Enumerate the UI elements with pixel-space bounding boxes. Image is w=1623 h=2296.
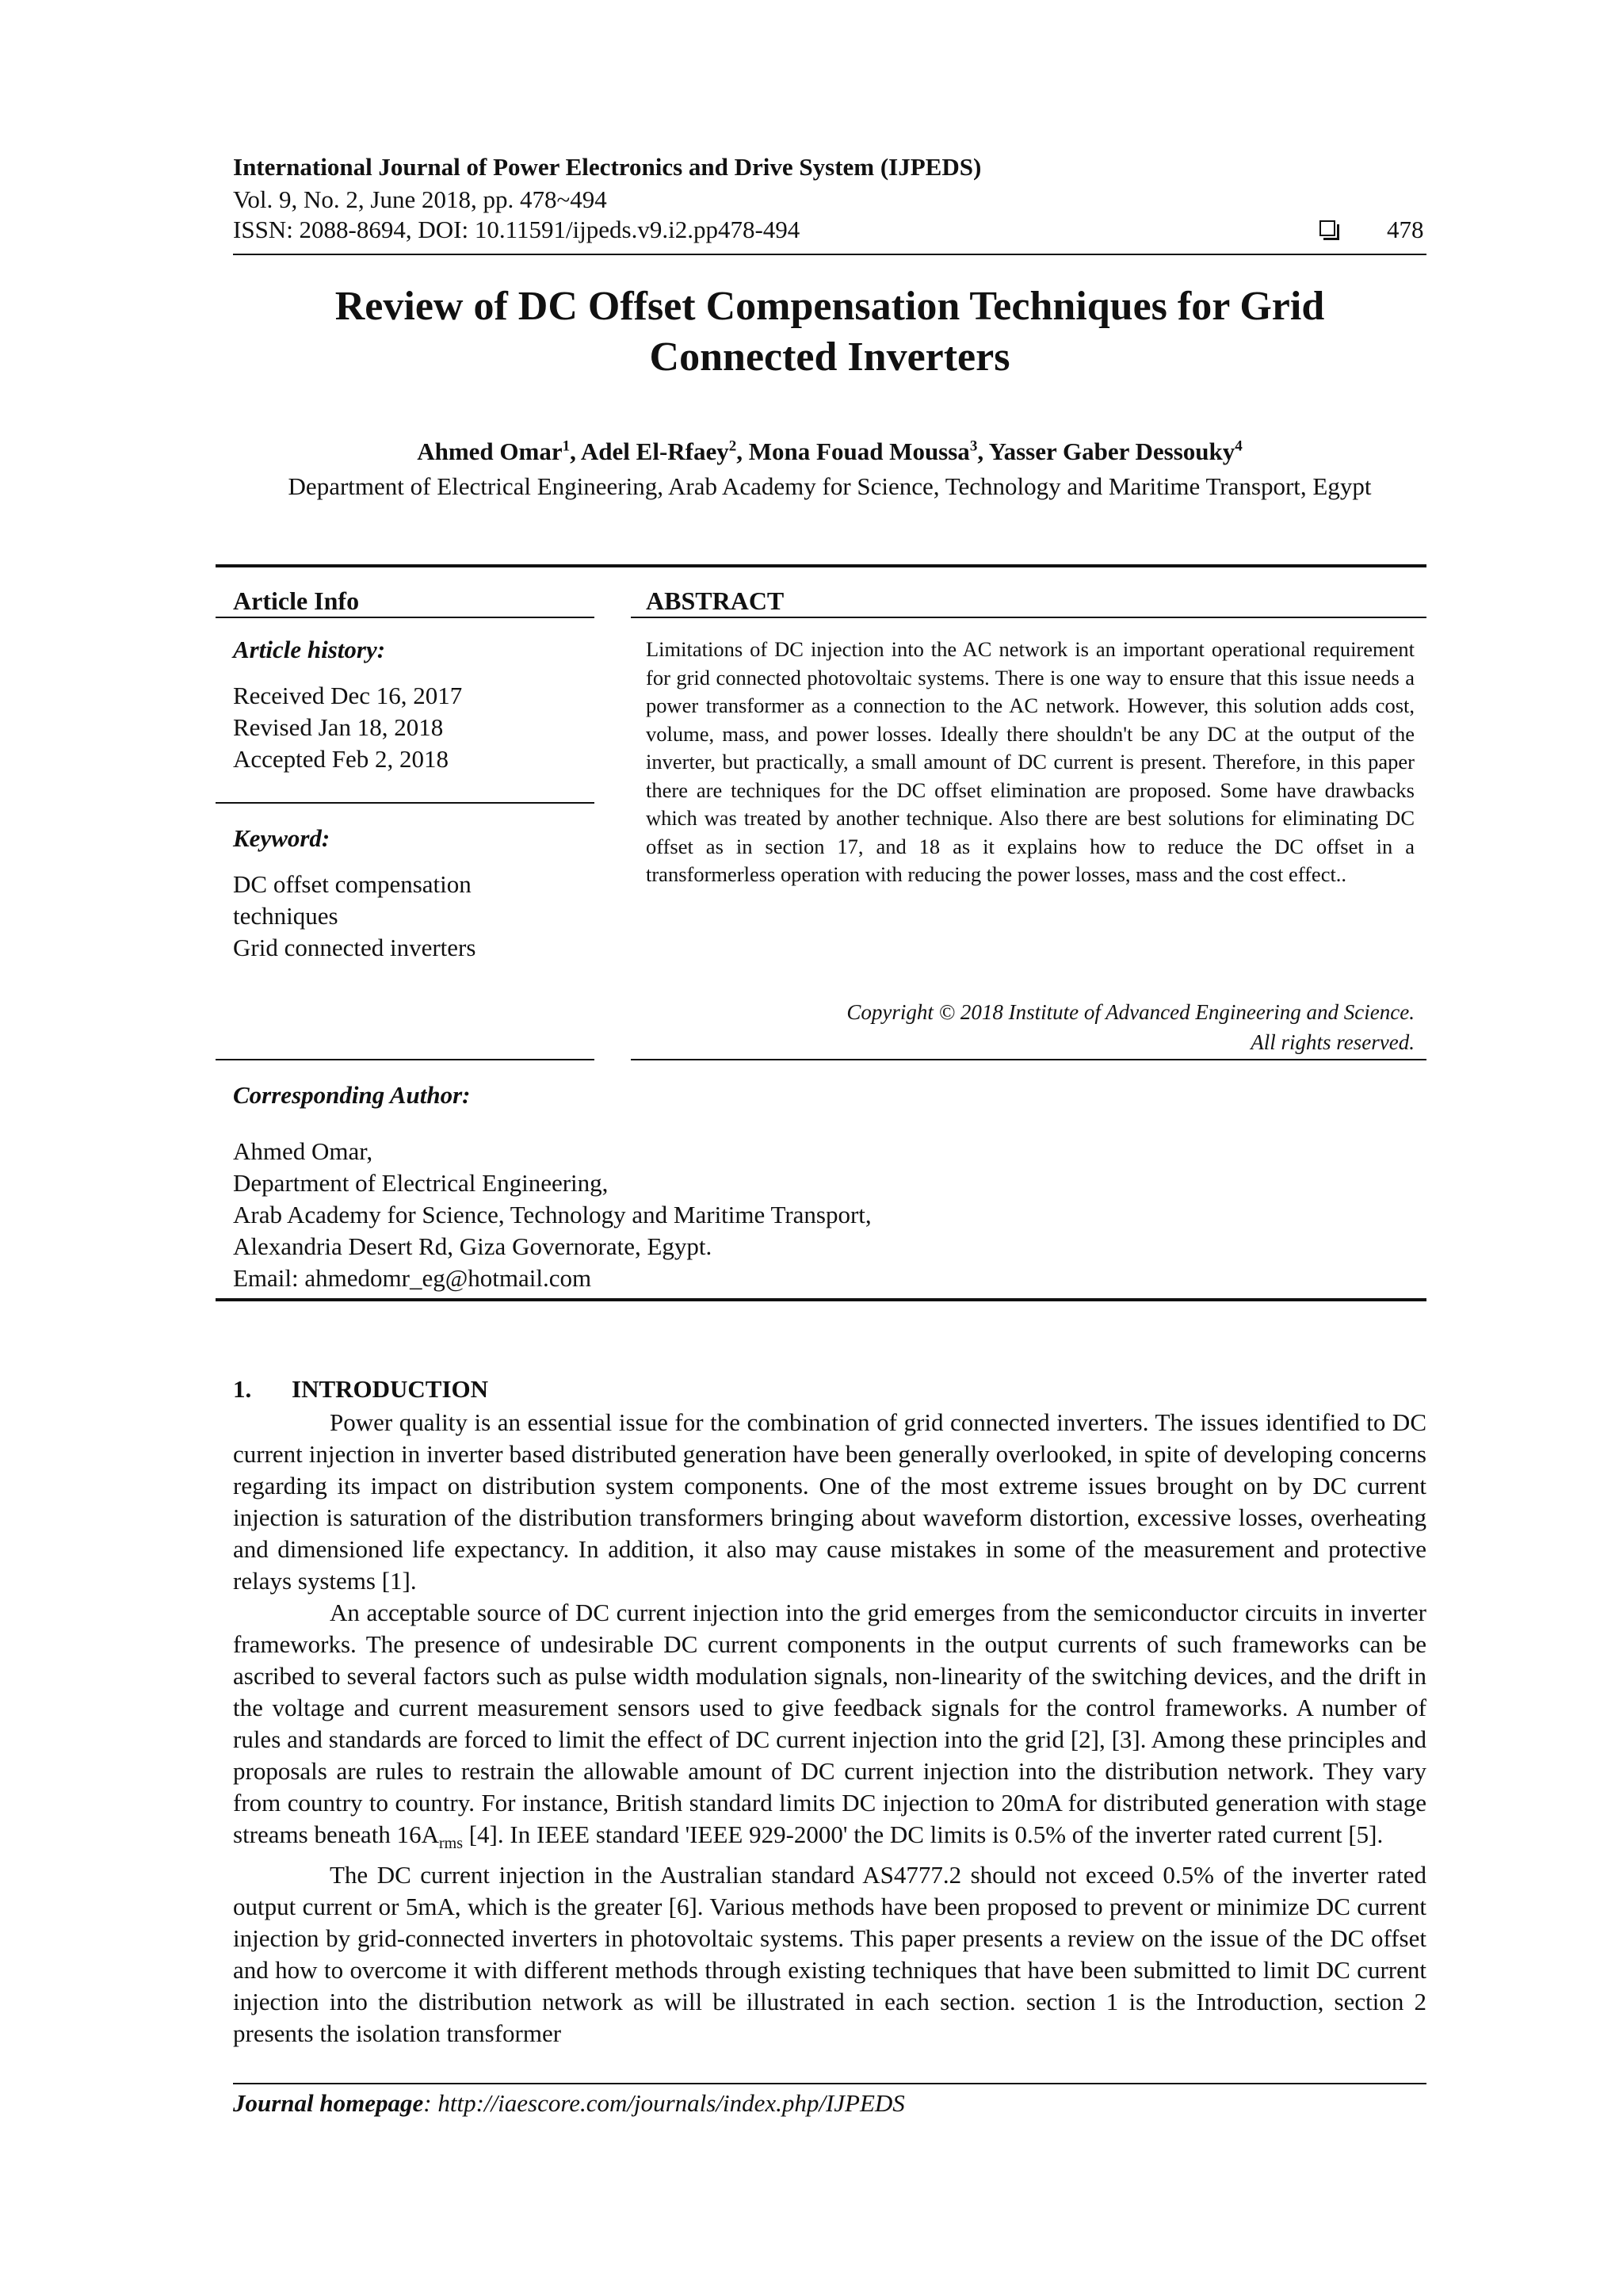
keyword-1b: techniques (233, 902, 338, 930)
author-affil-sup: 1 (562, 437, 571, 455)
copyright-line-2: All rights reserved. (1251, 1030, 1415, 1054)
author-list: Ahmed Omar$^1$, Adel El-Rfaey$^2$, Mona Fouad Moussa$^3$, Yasser Gaber Dessouky$^4$ (417, 437, 1243, 465)
journal-issn: ISSN: 2088-8694, DOI: 10.11591/ijpeds.v9.i2.pp478-494 (233, 216, 800, 243)
homepage-url[interactable]: : http://iaescore.com/journals/index.php/IJPEDS (423, 2089, 905, 2117)
author-affil-sup: 4 (1235, 437, 1243, 455)
keyword-2: Grid connected inverters (233, 934, 476, 961)
intro-paragraph-1: Power quality is an essential issue for the combination of grid connected inverters. The issues identified to DC current injection in inverter based distributed generation have been generally overlooked, in spite of developing concerns regarding its impact on distribution system components. One of the most extreme issues brought on by DC current injection is saturation of the distribution transformers bringing about waveform distortion, excessive losses, overheating and dimensioned life expectancy. In addition, it also may cause mistakes in some of the measurement and protective relays systems [1]. (233, 1408, 1426, 1595)
abstract-heading: ABSTRACT (646, 586, 785, 615)
abstract-text: Limitations of DC injection into the AC network is an important operational requirement for grid connected photovoltaic systems. There is one way to ensure that this issue needs a power transformer as a connection to the AC network. However, this solution adds cost, volume, mass, and power losses. Ideally there shouldn't be any DC at the output of the inverter, but practically, a small amount of DC current is present. Therefore, in this paper there are techniques for the DC offset elimination are proposed. Some have drawbacks which was treated by another technique. Also there are best solutions for eliminating DC offset as in section 17, and 18 as it explains how to reduce the DC offset in a transformerless operation with reducing the power losses, mass and the cost effect.. (646, 637, 1415, 886)
revised-date: Revised Jan 18, 2018 (233, 713, 444, 741)
title-line-1: Review of DC Offset Compensation Techniques for Grid (334, 284, 1325, 329)
copyright-line-1: Copyright © 2018 Institute of Advanced Engineering and Science. (846, 1000, 1415, 1024)
article-history-label: Article history: (233, 636, 386, 663)
intro-p2-part-a: An acceptable source of DC current injection into the grid emerges from the semiconductor circuits in inverter frameworks. The presence of undesirable DC current components in the output currents of such frameworks can be ascribed to several factors such as pulse width modulation signals, non-linearity of the switching devices, and the drift in the voltage and current measurement sensors used to give feedback signals for the control frameworks. A number of rules and standards are forced to limit the effect of DC current injection into the grid [2], [3]. Among these principles and proposals are rules to restrain the allowable amount of DC current injection into the distribution network. They vary from country to country. For instance, British standard limits DC injection to 20mA for distributed generation with stage streams beneath 16A (233, 1599, 1426, 1848)
corresponding-author-block (233, 1136, 872, 1294)
box-bullet-icon (1319, 220, 1335, 236)
homepage-label: Journal homepage (233, 2089, 424, 2117)
corr-address: Alexandria Desert Rd, Giza Governorate, Egypt. (233, 1232, 712, 1260)
author-name: Yasser Gaber Dessouky (988, 437, 1235, 465)
paper-title (233, 281, 1426, 383)
section-heading-introduction (233, 1375, 488, 1404)
corr-email: Email: ahmedomr_eg@hotmail.com (233, 1264, 592, 1292)
title-line-2: Connected Inverters (649, 334, 1010, 380)
author-name: Adel El-Rfaey (580, 437, 729, 465)
page-number: 478 (1387, 216, 1424, 243)
author-name: Ahmed Omar (417, 437, 563, 465)
article-info-heading: Article Info (233, 586, 360, 615)
section-number: 1. (233, 1375, 252, 1403)
abstract-bottom-rule (631, 1059, 1426, 1060)
intro-paragraph-2 (233, 1597, 1426, 1859)
author-affil-sup: 3 (969, 437, 978, 455)
affiliation: Department of Electrical Engineering, Arab Academy for Science, Technology and Maritime Transport, Egypt (288, 472, 1372, 500)
keyword-bottom-rule (216, 1059, 594, 1060)
keyword-label: Keyword: (233, 824, 330, 852)
corr-name: Ahmed Omar, (233, 1137, 373, 1165)
abstract-rule (631, 617, 1426, 618)
author-affil-sup: 2 (728, 437, 737, 455)
section-title: INTRODUCTION (292, 1375, 489, 1403)
header-rule (233, 254, 1426, 255)
intro-paragraph-3: The DC current injection in the Australian standard AS4777.2 should not exceed 0.5% of the inverter rated output current or 5mA, which is the greater [6]. Various methods have been proposed to prevent or minimize DC current injection by grid-connected inverters in photovoltaic systems. This paper presents a review on the issue of the DC offset and how to overcome it with different methods through existing techniques that have been submitted to limit DC current injection into the distribution network as will be illustrated in each section. section 1 is the Introduction, section 2 presents the isolation transformer (233, 1861, 1426, 2048)
info-top-rule (216, 564, 1426, 567)
keyword-1a: DC offset compensation (233, 870, 472, 898)
intro-p2-part-b: [4]. In IEEE standard 'IEEE 929-2000' the DC limits is 0.5% of the inverter rated current [5]. (462, 1820, 1384, 1848)
author-name: Mona Fouad Moussa (748, 437, 970, 465)
article-info-rule (216, 617, 594, 618)
corr-institution: Arab Academy for Science, Technology and Maritime Transport, (233, 1201, 872, 1228)
introduction-body (233, 1407, 1426, 2050)
footer-rule (233, 2083, 1426, 2084)
copyright-notice (646, 997, 1415, 1057)
accepted-date: Accepted Feb 2, 2018 (233, 745, 449, 773)
info-bottom-rule (216, 1298, 1426, 1301)
journal-name: International Journal of Power Electronics and Drive System (IJPEDS) (233, 153, 982, 181)
received-date: Received Dec 16, 2017 (233, 682, 463, 709)
journal-homepage (233, 2089, 905, 2118)
corr-dept: Department of Electrical Engineering, (233, 1169, 609, 1197)
history-divider (216, 802, 594, 804)
rms-subscript: rms (438, 1835, 463, 1853)
journal-volume: Vol. 9, No. 2, June 2018, pp. 478~494 (233, 185, 607, 213)
corresponding-author-label: Corresponding Author: (233, 1081, 471, 1109)
